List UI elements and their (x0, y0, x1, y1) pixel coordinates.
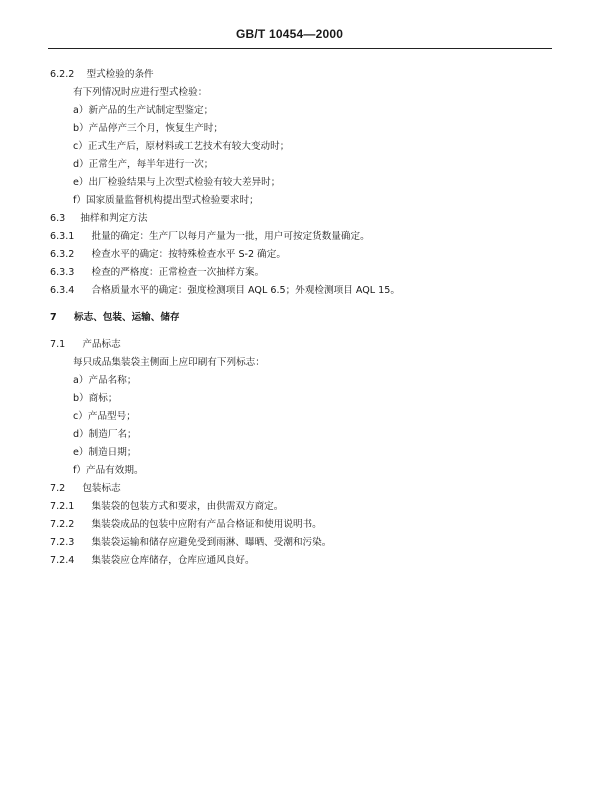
paragraph-intro: 有下列情况时应进行型式检验： (73, 87, 208, 98)
clause-text: 合格质量水平的确定：强度检测项目 AQL 6.5；外观检测项目 AQL 15。 (91, 285, 400, 296)
clause-7-2-1 (50, 501, 283, 513)
clause-text: 集装袋成品的包装中应附有产品合格证和使用说明书。 (91, 519, 322, 530)
section-6-2-2-heading (50, 69, 154, 81)
clause-7-2-2 (50, 519, 322, 531)
clause-text: 集装袋运输和储存应避免受到雨淋、曝晒、受潮和污染。 (91, 537, 332, 548)
section-number: 7.1 (50, 339, 66, 350)
list-item: d）制造厂名； (73, 429, 137, 440)
section-7-1-heading (50, 339, 121, 351)
section-number: 6.2.2 (50, 69, 75, 80)
clause-number: 7.2.1 (50, 501, 75, 512)
clause-number: 6.3.2 (50, 249, 75, 260)
section-number: 6.3 (50, 213, 66, 224)
list-item: c）产品型号； (73, 411, 136, 422)
clause-number: 6.3.1 (50, 231, 75, 242)
clause-number: 7.2.2 (50, 519, 75, 530)
clause-text: 检查的严格度：正常检查一次抽样方案。 (91, 267, 265, 278)
paragraph-intro: 每只成品集装袋主侧面上应印刷有下列标志： (73, 357, 265, 368)
list-item: e）制造日期； (73, 447, 137, 458)
list-item: b）商标； (73, 393, 118, 404)
section-6-3-heading (50, 213, 147, 225)
clause-number: 7.2.3 (50, 537, 75, 548)
clause-number: 6.3.4 (50, 285, 75, 296)
section-7-2-heading (50, 483, 121, 495)
section-title: 型式检验的条件 (86, 69, 154, 80)
chapter-number: 7 (50, 312, 57, 323)
clause-text: 集装袋的包装方式和要求，由供需双方商定。 (91, 501, 284, 512)
list-item: d）正常生产，每半年进行一次； (73, 159, 214, 170)
section-title: 包装标志 (82, 483, 121, 494)
section-number: 7.2 (50, 483, 66, 494)
clause-6-3-2 (50, 249, 286, 261)
clause-text: 检查水平的确定：按特殊检查水平 S-2 确定。 (91, 249, 286, 260)
clause-7-2-3 (50, 537, 331, 549)
clause-6-3-4 (50, 285, 400, 297)
list-item: c）正式生产后，原材料或工艺技术有较大变动时； (73, 141, 290, 152)
chapter-7-heading (50, 312, 180, 324)
list-item: f）国家质量监督机构提出型式检验要求时； (73, 195, 259, 206)
clause-number: 7.2.4 (50, 555, 75, 566)
list-item: f）产品有效期。 (73, 465, 144, 476)
clause-6-3-1 (50, 231, 370, 243)
list-item: a）产品名称； (73, 375, 137, 386)
list-item: a）新产品的生产试制定型鉴定； (73, 105, 214, 116)
chapter-title: 标志、包装、运输、储存 (74, 312, 180, 323)
section-title: 产品标志 (82, 339, 121, 350)
list-item: b）产品停产三个月，恢复生产时； (73, 123, 223, 134)
header-rule (48, 48, 552, 49)
clause-number: 6.3.3 (50, 267, 75, 278)
list-item: e）出厂检验结果与上次型式检验有较大差异时； (73, 177, 281, 188)
clause-7-2-4 (50, 555, 255, 567)
clause-text: 集装袋应仓库储存，仓库应通风良好。 (91, 555, 255, 566)
clause-text: 批量的确定：生产厂以每月产量为一批，用户可按定货数量确定。 (91, 231, 370, 242)
standard-number-header: GB/T 10454—2000 (236, 27, 344, 41)
clause-6-3-3 (50, 267, 264, 279)
section-title: 抽样和判定方法 (80, 213, 148, 224)
